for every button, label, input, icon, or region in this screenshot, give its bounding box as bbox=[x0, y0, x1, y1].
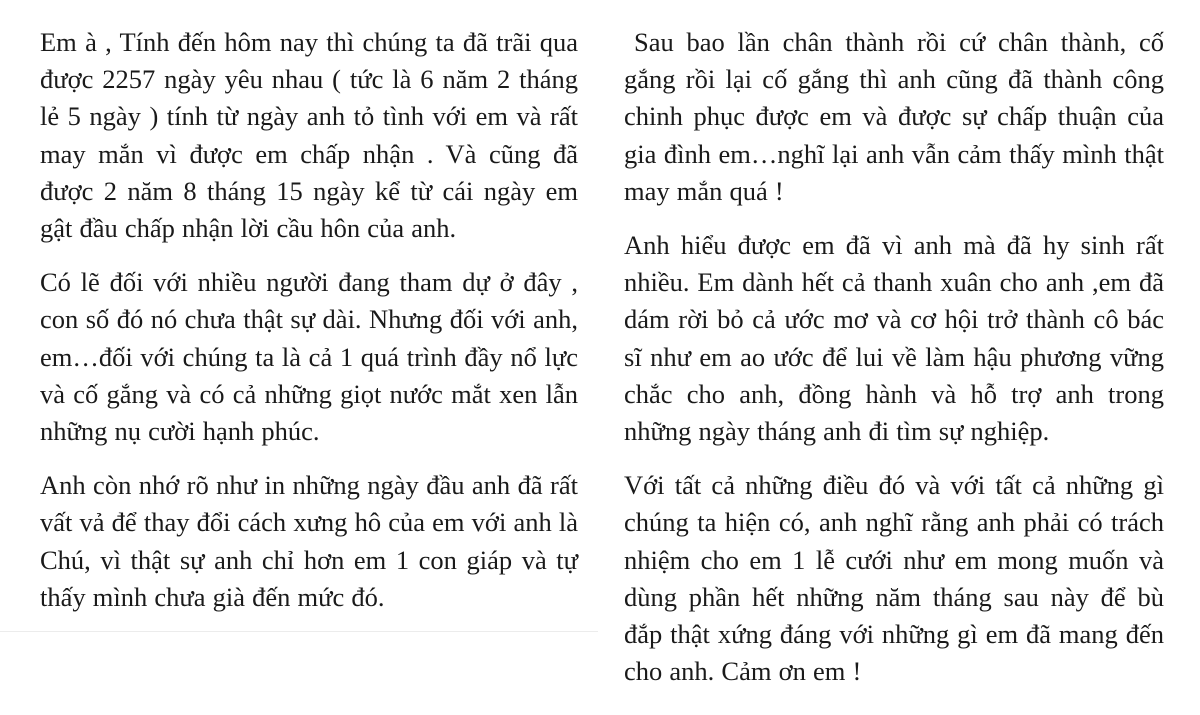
right-paragraph-2: Anh hiểu được em đã vì anh mà đã hy sinh rất nhiều. Em dành hết cả thanh xuân cho anh ,em đã dám rời bỏ cả ước mơ và cơ hội trở thành cô bác sĩ như em ao ước để lui về làm hậu phương vững chắc cho anh, đồng hành và hỗ trợ anh trong những ngày tháng anh đi tìm sự nghiệp. bbox=[624, 230, 1164, 447]
left-text-column bbox=[40, 24, 578, 633]
right-text-column bbox=[624, 24, 1164, 707]
left-paragraph-2: Có lẽ đối với nhiều người đang tham dự ở đây , con số đó nó chưa thật sự dài. Nhưng đối với anh, em…đối với chúng ta là cả 1 quá trình đầy nổ lực và cố gắng và có cả những giọt nước mắt xen lẫn những nụ cười hạnh phúc. bbox=[40, 267, 578, 447]
right-paragraph-3: Với tất cả những điều đó và với tất cả những gì chúng ta hiện có, anh nghĩ rằng anh phải có trách nhiệm cho em 1 lễ cưới như em mong muốn và dùng phần hết những năm tháng sau này để bù đắp thật xứng đáng với những gì em đã mang đến cho anh. Cảm ơn em ! bbox=[624, 470, 1164, 687]
left-paragraph-3: Anh còn nhớ rõ như in những ngày đầu anh đã rất vất vả để thay đổi cách xưng hô của em với anh là Chú, vì thật sự anh chỉ hơn em 1 con giáp và tự thấy mình chưa già đến mức đó. bbox=[40, 470, 578, 612]
left-paragraph-1: Em à , Tính đến hôm nay thì chúng ta đã trãi qua được 2257 ngày yêu nhau ( tức là 6 năm 2 tháng lẻ 5 ngày ) tính từ ngày anh tỏ tình với em và rất may mắn vì được em chấp nhận . Và cũng đã được 2 năm 8 tháng 15 ngày kể từ cái ngày em gật đầu chấp nhận lời cầu hôn của anh. bbox=[40, 27, 578, 244]
right-paragraph-1: Sau bao lần chân thành rồi cứ chân thành, cố gắng rồi lại cố gắng thì anh cũng đã thành công chinh phục được em và được sự chấp thuận của gia đình em…nghĩ lại anh vẫn cảm thấy mình thật may mắn quá ! bbox=[624, 27, 1164, 206]
left-column-divider bbox=[0, 631, 598, 632]
